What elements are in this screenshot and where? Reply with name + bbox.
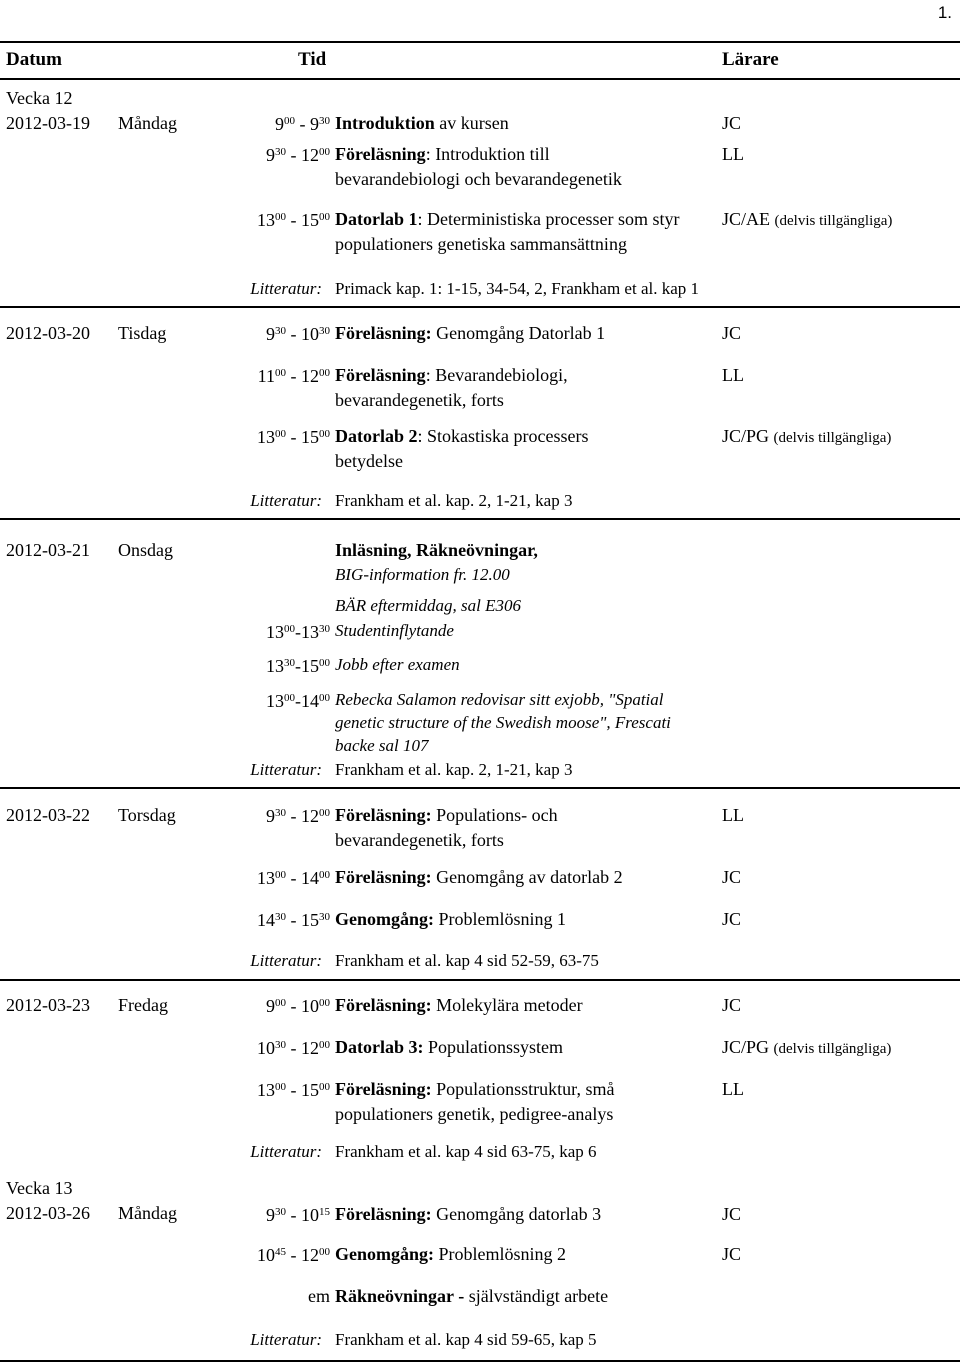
time-slot: $9^{30} - 12^{00}$ (266, 806, 330, 826)
teacher: JC (722, 867, 742, 887)
literature-label: Litteratur: (250, 1142, 322, 1161)
day-date: 2012-03-26 (6, 1203, 90, 1223)
literature-text: Frankham et al. kap 4 sid 59-65, kap 5 (335, 1330, 597, 1349)
bar-info: BÄR eftermiddag, sal E306 (335, 596, 522, 615)
literature-text: Frankham et al. kap. 2, 1-21, kap 3 (335, 491, 573, 510)
teacher: JC (722, 113, 742, 133)
time-slot: em (308, 1286, 330, 1306)
big-info: BIG-information fr. 12.00 (335, 565, 510, 584)
header-rule (0, 78, 960, 80)
day-date: 2012-03-21 (6, 540, 90, 560)
activity: Datorlab 3: Populationssystem (335, 1037, 564, 1057)
literature-text: Frankham et al. kap 4 sid 52-59, 63-75 (335, 951, 599, 970)
activity: Föreläsning: Genomgång av datorlab 2 (335, 867, 623, 887)
activity: Rebecka Salamon redovisar sitt exjobb, "Spatial genetic structure of the Swedish moose", Frescati backe sal 107 (335, 690, 671, 755)
day-name: Onsdag (118, 540, 173, 560)
time-slot: $9^{30} - 10^{15}$ (266, 1205, 330, 1225)
day-date: 2012-03-22 (6, 805, 90, 825)
header-larare: Lärare (722, 49, 779, 70)
activity: Datorlab 2: Stokastiska processers betydelse (335, 426, 589, 471)
day-rule (0, 306, 960, 308)
week-label: Vecka 13 (6, 1178, 73, 1198)
time-slot: $13^{00} - 15^{00}$ (257, 1080, 330, 1100)
teacher: LL (722, 144, 744, 164)
week-label: Vecka 12 (6, 88, 73, 108)
day-title: Inläsning, Räkneövningar, (335, 540, 538, 560)
day-date: 2012-03-23 (6, 995, 90, 1015)
time-slot: $9^{30} - 12^{00}$ (266, 145, 330, 165)
literature-text: Primack kap. 1: 1-15, 34-54, 2, Frankham et al. kap 1 (335, 279, 700, 298)
time-slot: $9^{00} - 9^{30}$ (275, 114, 330, 134)
literature-label: Litteratur: (250, 760, 322, 779)
literature-text: Frankham et al. kap. 2, 1-21, kap 3 (335, 760, 573, 779)
day-rule (0, 979, 960, 981)
teacher: JC (722, 995, 742, 1015)
literature-label: Litteratur: (250, 1330, 322, 1349)
activity: Föreläsning: Populationsstruktur, små populationers genetik, pedigree-analys (335, 1079, 615, 1124)
time-slot: $13^{00} - 14^{00}$ (257, 868, 330, 888)
activity: Föreläsning: Genomgång datorlab 3 (335, 1204, 602, 1224)
activity: Föreläsning: Molekylära metoder (335, 995, 583, 1015)
activity: Studentinflytande (335, 621, 454, 640)
teacher: JC/PG (delvis tillgängliga) (722, 1037, 892, 1057)
literature-label: Litteratur: (250, 279, 322, 298)
day-rule (0, 787, 960, 789)
time-slot: $9^{00} - 10^{00}$ (266, 996, 330, 1016)
time-slot: $9^{30} - 10^{30}$ (266, 324, 330, 344)
teacher: JC (722, 909, 742, 929)
literature-label: Litteratur: (250, 951, 322, 970)
day-name: Torsdag (118, 805, 176, 825)
teacher: JC/PG (delvis tillgängliga) (722, 426, 892, 446)
teacher: JC (722, 1244, 742, 1264)
day-name: Måndag (118, 113, 177, 133)
teacher: LL (722, 365, 744, 385)
header-datum: Datum (6, 49, 62, 70)
literature-text: Frankham et al. kap 4 sid 63-75, kap 6 (335, 1142, 597, 1161)
teacher: LL (722, 1079, 744, 1099)
activity: Introduktion av kursen (335, 113, 509, 133)
page-number: 1. (937, 3, 952, 22)
activity: Föreläsning: Bevarandebiologi, bevarandegenetik, forts (335, 365, 568, 410)
activity: Genomgång: Problemlösning 2 (335, 1244, 567, 1264)
teacher: JC (722, 323, 742, 343)
day-name: Måndag (118, 1203, 177, 1223)
activity: Jobb efter examen (335, 655, 460, 674)
top-rule (0, 41, 960, 43)
teacher: JC/AE (delvis tillgängliga) (722, 209, 893, 229)
time-slot: $13^{00}-13^{30}$ (266, 622, 330, 642)
time-slot: $13^{00} - 15^{00}$ (257, 210, 330, 230)
activity: Föreläsning: Introduktion till bevarandebiologi och bevarandegenetik (335, 144, 622, 189)
time-slot: $13^{30}-15^{00}$ (266, 656, 330, 676)
time-slot: $10^{45} - 12^{00}$ (257, 1245, 330, 1265)
teacher: LL (722, 805, 744, 825)
header-tid: Tid (298, 49, 327, 70)
activity: Genomgång: Problemlösning 1 (335, 909, 567, 929)
activity: Datorlab 1: Deterministiska processer som styr populationers genetiska sammansättning (335, 209, 680, 254)
day-date: 2012-03-20 (6, 323, 90, 343)
bottom-rule (0, 1360, 960, 1362)
time-slot: $14^{30} - 15^{30}$ (257, 910, 330, 930)
time-slot: $13^{00} - 15^{00}$ (257, 427, 330, 447)
teacher: JC (722, 1204, 742, 1224)
time-slot: $10^{30} - 12^{00}$ (257, 1038, 330, 1058)
activity: Föreläsning: Genomgång Datorlab 1 (335, 323, 606, 343)
activity: Räkneövningar - självständigt arbete (335, 1286, 609, 1306)
day-name: Tisdag (118, 323, 167, 343)
activity: Föreläsning: Populations- och bevarandegenetik, forts (335, 805, 558, 850)
day-date: 2012-03-19 (6, 113, 90, 133)
day-name: Fredag (118, 995, 168, 1015)
time-slot: $11^{00} - 12^{00}$ (257, 366, 330, 386)
literature-label: Litteratur: (250, 491, 322, 510)
time-slot: $13^{00}-14^{00}$ (266, 691, 330, 711)
day-rule (0, 518, 960, 520)
